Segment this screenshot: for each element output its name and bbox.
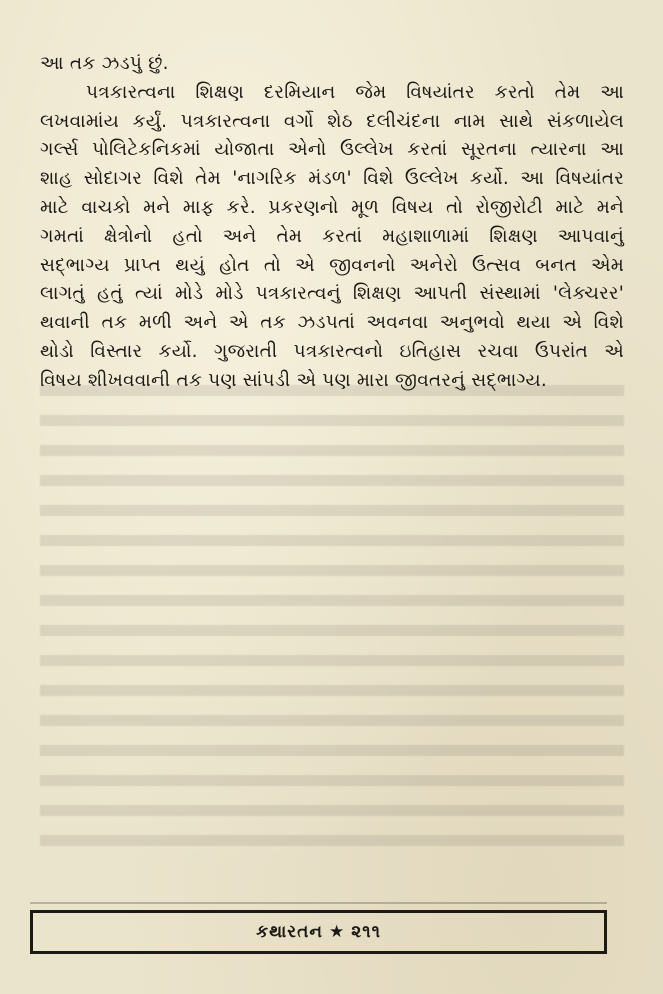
body-line: થોડો વિસ્તાર કર્યો. ગુજરાતી પત્રકારત્વનો ઇતિહાસ રચવા ઉપરાંત એ: [40, 340, 624, 362]
book-title: કથારતન: [256, 922, 324, 942]
page-number: ૨૧૧: [351, 922, 381, 942]
body-line: શાહ સોદાગર વિશે તેમ 'નાગરિક મંડળ' વિશે ઉલ્લેખ કર્યો. આ વિષયાંતર: [40, 168, 624, 190]
body-line: આ તક ઝડપું છું.: [40, 53, 169, 74]
body-line: લાગતું હતું ત્યાં મોડે મોડે પત્રકારત્વનું શિક્ષણ આપતી સંસ્થામાં 'લેક્ચરર': [40, 283, 624, 305]
show-through-text: [40, 385, 624, 855]
body-line: લખવામાંય કર્યું. પત્રકારત્વના વર્ગો શેઠ દલીચંદના નામ સાથે સંકળાયેલ: [40, 110, 624, 132]
body-paragraph: [40, 50, 624, 396]
body-line: ગર્લ્સ પોલિટેકનિકમાં યોજાતા એનો ઉલ્લેખ કરતાં સૂરતના ત્યારના આ: [40, 139, 624, 161]
page-footer: [30, 910, 607, 954]
body-line: થવાની તક મળી અને એ તક ઝડપતાં અવનવા અનુભવો થયા એ વિશે: [40, 312, 624, 334]
body-line: ગમતાં ક્ષેત્રોનો હતો અને તેમ કરતાં મહાશાળામાં શિક્ષણ આપવાનું: [40, 225, 624, 247]
body-line: વિષય શીખવવાની તક પણ સાંપડી એ પણ મારા જીવતરનું સદ્ભાગ્ય.: [40, 369, 547, 391]
body-line: માટે વાચકો મને માફ કરે. પ્રકરણનો મૂળ વિષય તો રોજીરોટી માટે મને: [40, 196, 624, 218]
body-line: પત્રકારત્વના શિક્ષણ દરમિયાન જેમ વિષયાંતર કરતો તેમ આ: [86, 81, 624, 103]
footer-divider: [30, 902, 607, 904]
body-line: સદ્ભાગ્ય પ્રાપ્ત થયું હોત તો એ જીવનનો અનેરો ઉત્સવ બનત એમ: [40, 254, 624, 276]
star-icon: ★: [329, 922, 346, 942]
